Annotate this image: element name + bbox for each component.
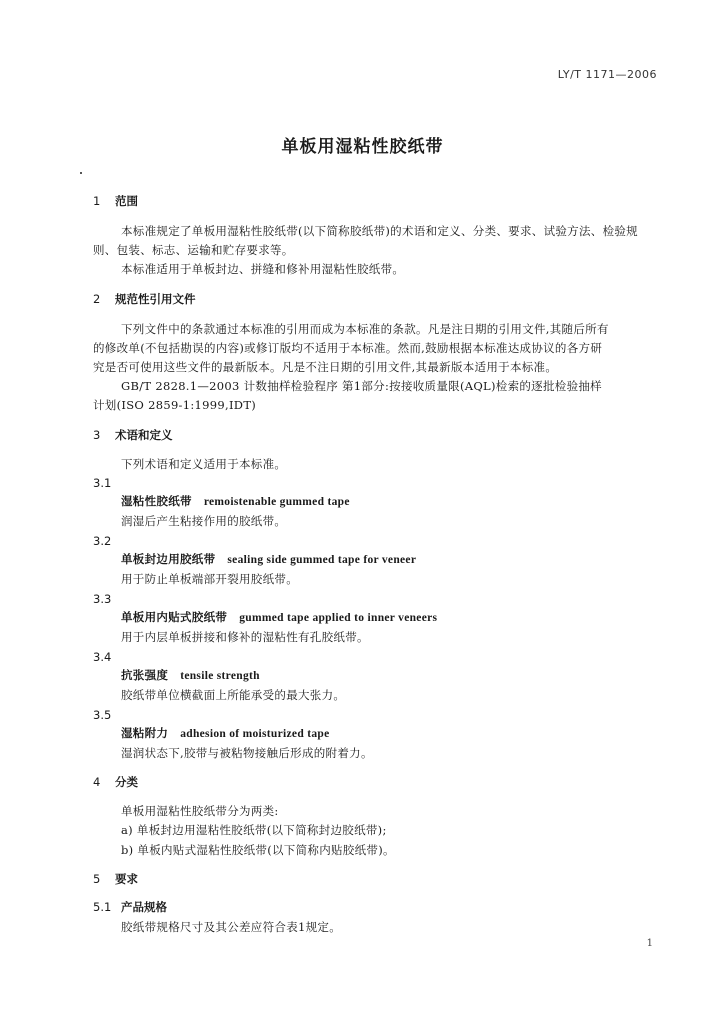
section-5-1-heading: 5.1 产品规格 <box>93 900 167 914</box>
document-title: 单板用湿粘性胶纸带 <box>281 137 444 157</box>
section-2-heading: 2 规范性引用文件 <box>93 292 196 306</box>
section-2-paragraph-line-1: 下列文件中的条款通过本标准的引用而成为本标准的条款。凡是注日期的引用文件,其随后所有 <box>121 322 609 336</box>
section-1-paragraph-1-line-1: 本标准规定了单板用湿粘性胶纸带(以下简称胶纸带)的术语和定义、分类、要求、试验方法、检验规 <box>121 224 638 238</box>
section-2-paragraph-line-2: 的修改单(不包括勘误的内容)或修订版均不适用于本标准。然而,鼓励根据本标准达成协议的各方研 <box>93 341 603 355</box>
margin-mark <box>80 172 82 174</box>
section-3-heading: 3 术语和定义 <box>93 428 173 442</box>
section-2-paragraph-line-3: 究是否可使用这些文件的最新版本。凡是不注日期的引用文件,其最新版本适用于本标准。 <box>93 360 558 374</box>
section-5-heading: 5 要求 <box>93 872 138 886</box>
section-1-paragraph-1-line-2: 则、包装、标志、运输和贮存要求等。 <box>93 243 294 257</box>
term-number: 3.1 <box>93 476 112 490</box>
term-number: 3.4 <box>93 650 112 664</box>
term-heading: 湿粘附力 adhesion of moisturized tape <box>121 726 330 740</box>
section-4-heading: 4 分类 <box>93 775 138 789</box>
term-heading: 单板用内贴式胶纸带 gummed tape applied to inner veneers <box>121 610 438 624</box>
page-number: 1 <box>646 938 653 949</box>
section-1-paragraph-2: 本标准适用于单板封边、拼缝和修补用湿粘性胶纸带。 <box>121 262 405 276</box>
term-definition: 湿润状态下,胶带与被粘物接触后形成的附着力。 <box>121 746 373 760</box>
term-number: 3.2 <box>93 534 112 548</box>
term-heading: 单板封边用胶纸带 sealing side gummed tape for veneer <box>121 552 417 566</box>
section-2-reference-line-2: 计划(ISO 2859-1:1999,IDT) <box>93 398 257 412</box>
section-1-heading: 1 范围 <box>93 194 138 208</box>
term-definition: 胶纸带单位横截面上所能承受的最大张力。 <box>121 688 346 702</box>
term-definition: 用于内层单板拼接和修补的湿粘性有孔胶纸带。 <box>121 630 369 644</box>
section-2-reference-line-1: GB/T 2828.1—2003 计数抽样检验程序 第1部分:按接收质量限(AQL)检索的逐批检验抽样 <box>121 379 602 393</box>
standard-code: LY/T 1171—2006 <box>557 68 657 81</box>
classification-item-a: a) 单板封边用湿粘性胶纸带(以下简称封边胶纸带); <box>121 823 387 837</box>
section-4-intro: 单板用湿粘性胶纸带分为两类: <box>121 804 279 818</box>
term-definition: 用于防止单板端部开裂用胶纸带。 <box>121 572 298 586</box>
term-heading: 抗张强度 tensile strength <box>121 668 260 682</box>
classification-item-b: b) 单板内贴式湿粘性胶纸带(以下简称内贴胶纸带)。 <box>121 843 395 857</box>
term-definition: 润湿后产生粘接作用的胶纸带。 <box>121 514 287 528</box>
term-heading: 湿粘性胶纸带 remoistenable gummed tape <box>121 494 350 508</box>
term-number: 3.5 <box>93 708 112 722</box>
section-3-intro: 下列术语和定义适用于本标准。 <box>121 457 287 471</box>
section-5-1-text: 胶纸带规格尺寸及其公差应符合表1规定。 <box>121 920 342 934</box>
term-number: 3.3 <box>93 592 112 606</box>
